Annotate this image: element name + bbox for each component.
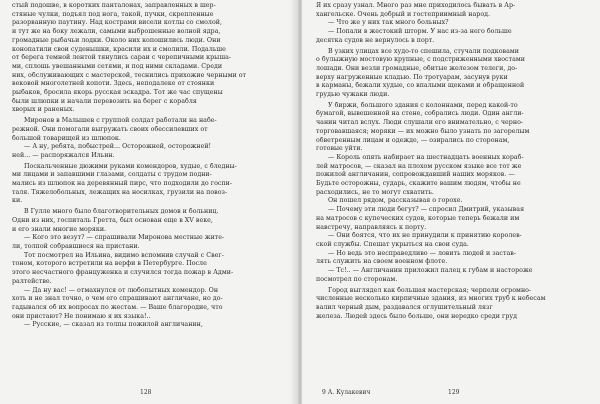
text-line: хоть и не знал точно, о чем его спрашивают англичане, но до- (12, 295, 223, 303)
text-line: конопатили свои суденышки, красили их и смолили. Подальше (12, 45, 226, 53)
text-line: гадывался об их вопросах по жестам. — Ваше благородие, что (12, 303, 223, 311)
text-line: В узких улицах все худо-то спешила, стучали подковами (328, 47, 519, 55)
text-line: бумагой, вывешенной на стене, собрались люди. Один англи- (316, 110, 524, 118)
text-line: лей матросов, — сказал на плохом русском языке все тот же (316, 162, 522, 170)
text-line: хворых и раненых. (12, 106, 75, 114)
text-line: ми лицами и запавшими глазами, солдаты с трудом подни- (12, 171, 212, 179)
text-line: — Кого это везут? — спрашивали Миронова местные жите- (24, 234, 225, 242)
text-line: железа. Людей здесь было больше, они нередко среди груд (316, 312, 518, 320)
text-line: хангельске. Очень добрый и гостеприимный народ. (316, 10, 491, 18)
text-line: стяные чулки, подъял под нога, такой, пучки, скрепленные (12, 10, 214, 18)
text-line: ралтействе. (12, 277, 52, 285)
text-line: торговавшаяся; моряки — их можно было узнать по загорелым (316, 127, 530, 135)
text-line: Одни из них, госпиталь Гретта, был основан еще в XV веке, (12, 216, 213, 224)
right-page (302, 0, 600, 404)
text-line: — Да ну вас! — отмахнулся от любопытных комендор. Он (24, 286, 219, 294)
text-line: на матросов с купеческих судов, которые теперь бежали им (316, 214, 520, 222)
text-line: громадные рыбачьи лодки. Около них копошились люди. Они (12, 36, 221, 44)
text-line: лять служить на своем военном флоте. (316, 258, 448, 266)
left-page (0, 0, 298, 404)
text-line: Будьте осторожны, сударь, скажите вашим людям, чтобы не (316, 180, 521, 188)
text-line: грудью чужаки люди. (316, 91, 390, 99)
text-line: — Тс!.. — Англичанин приложил палец к губам и настороже (328, 267, 533, 275)
text-line: У биржи, большого здания с колоннами, перед какой-то (328, 101, 518, 109)
text-line: мались из шлюпок на деревянный пирс, что подходили до госпи- (12, 180, 233, 188)
text-line: они пристают? Не понимаю я их языка!.. (12, 312, 151, 320)
text-line: — А ну, ребята, побыстрей... Осторожней, осторожней! (24, 143, 212, 151)
text-line: ки. (12, 197, 23, 205)
text-line: стый подошве, в коротких панталонах, заправленных в шер- (12, 2, 216, 9)
left-page-number: 128 (140, 389, 152, 396)
text-line: этого несчастного француженка и случился тогда пожар в Адми- (12, 269, 234, 277)
text-line: пожилой англичанин, сопровождавший наших моряков. — (316, 171, 515, 179)
text-line: от берега темной лентой тянулись сараи с черепичными крыша- (12, 54, 232, 62)
text-line: о булыжную мостовую крупные, с подстриженными хвостами (316, 56, 525, 64)
text-line: Он пошел рядом, рассказывая о горохе. (328, 197, 463, 205)
text-line: численные несколько кирпичные здания, из многих труб к небесам (316, 295, 546, 303)
text-line: большой товарищей из шлюпок. (12, 134, 121, 142)
text-line: лошади. Они везли громадные, обитые железом телеги, до- (316, 64, 518, 72)
text-line: них, обслуживающих с мастерской, теснились прихожие черными от (12, 71, 247, 79)
text-line: Миронов в Малышев с группой солдат работали на набе- (24, 117, 217, 125)
text-line: ней... — распоряжался Ильин. (12, 151, 115, 159)
text-line: чанин читал вслух. Люди слушали его внимательно, с черно- (316, 119, 524, 127)
text-line: верху нагруженные кладью. По тротуарам, засунув руки (316, 73, 508, 81)
text-line: вековой многолетней копоти. Здесь, неподалеке от стоянки (12, 80, 215, 88)
text-line: таля. Тяжелобольных, лежащих на носилках, грузили на повоз- (12, 188, 228, 196)
text-line: — Русские, — сказал из толпы пожилой англичанин, (24, 321, 203, 329)
text-line: навстречу, направляясь к порту. (316, 223, 427, 231)
text-line: режной. Они помогали выгружать своих обессилевших от (12, 125, 208, 133)
text-line: — Но ведь это несправедливо — ловить людей и застав- (328, 249, 516, 257)
text-line: и его знали многие моряки. (12, 225, 107, 233)
text-line: посмотрел по сторонам. (316, 275, 398, 283)
text-line: — Король опять набирает на шестнадцать военных кораб- (328, 153, 524, 161)
text-line: — Попали в жестокий шторм. У нас из-за него больше (328, 28, 512, 36)
text-line: — Почему эти люди бегут? — спросил Дмитрий, указывая (328, 206, 525, 214)
text-line: Тот посмотрел на Ильина, видимо вспомнив случай с Свег- (24, 251, 224, 259)
text-line: Поскальченные дюжими руками комендоров, худые, с бледны- (24, 162, 237, 170)
signature-mark: 9 А. Кулакевич (322, 389, 371, 396)
right-page-text (316, 2, 592, 321)
text-line: в карманы, бежали худые, со впалыми щеками и обращенной (316, 82, 525, 90)
text-line: и тут же на боку лежали, самыми выброшенные волной ядра, (12, 28, 221, 36)
text-line: Я их сразу узнал. Много раз мне приходилось бывать в Ар- (316, 2, 516, 9)
text-line: ли, толпой собравшиеся на пристани. (12, 242, 140, 250)
text-line: Город выглядел как большая мастерская; черпели огромно- (328, 286, 532, 294)
text-line: ми, сплошь увешанными сетями, и под ними складами. Среди (12, 62, 223, 70)
text-line: тоном, которого встретили на верфи в Петербурге. После (12, 260, 207, 268)
text-line: ской службы. Спешат укрыться на свои суда. (316, 240, 469, 248)
right-page-number: 129 (448, 389, 460, 396)
text-line: В Гулле много было благотворительных домов и больниц. (24, 208, 219, 216)
text-line: рыбаков, бросила якорь русская эскадра. Тот же час спущены (12, 89, 223, 97)
text-line: десятка судов не вернулось в порт. (316, 36, 435, 44)
text-line: расходились, не то могут схватить. (316, 188, 434, 196)
left-page-text (12, 2, 290, 330)
text-line: — Они боятся, что их не принудили к принятию королев- (328, 232, 522, 240)
text-line: валил черный дым, раздавался оглушительный лязг (316, 303, 493, 311)
text-line: разорванную паутину. Над кострами висели котлы со смолой, (12, 19, 222, 27)
text-line: готовые уйти. (316, 145, 363, 153)
text-line: были шлюпки и начали перевозить на берег с корабля (12, 97, 197, 105)
text-line: — Что же у них так много больных? (328, 19, 449, 27)
text-line: обветренным лицам и одежде, — озирались по сторонам, (316, 136, 510, 144)
